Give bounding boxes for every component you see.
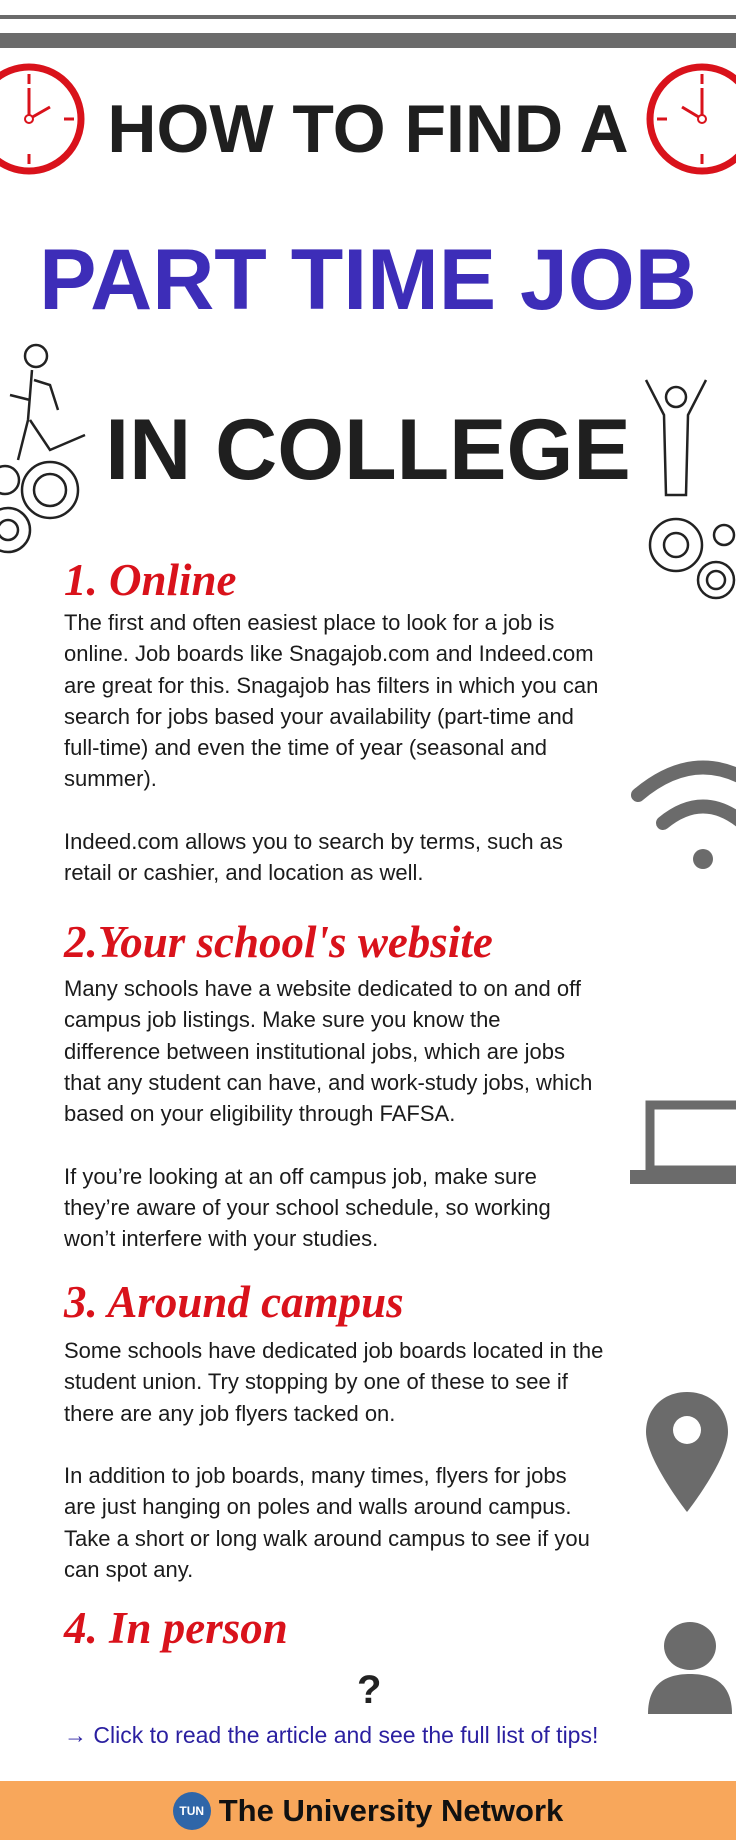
top-divider-thin [0, 15, 736, 19]
body-line [64, 1129, 592, 1160]
body-line: there are any job flyers tacked on. [64, 1400, 396, 1426]
body-line: online. Job boards like Snagajob.com and Indeed.com [64, 641, 594, 667]
location-pin-icon [644, 1390, 730, 1514]
body-line: they’re aware of your school schedule, so working [64, 1195, 551, 1221]
section-body-school-website [64, 973, 592, 1255]
read-article-link[interactable]: → Click to read the article and see the full list of tips! [64, 1722, 599, 1748]
section-body-online [64, 607, 598, 889]
title-line-2: PART TIME JOB [39, 232, 697, 328]
title-line-1: HOW TO FIND A [107, 91, 629, 167]
body-line: If you’re looking at an off campus job, make sure [64, 1163, 537, 1189]
body-line: The first and often easiest place to look for a job is [64, 610, 555, 635]
brand-name: The University Network [218, 1792, 564, 1828]
question-mark: ? [357, 1668, 382, 1712]
body-line: In addition to job boards, many times, flyers for jobs [64, 1463, 567, 1489]
section-heading-around-campus: 3. Around campus [64, 1277, 404, 1327]
runner-on-gears-icon [0, 340, 100, 560]
top-divider-thick [0, 33, 736, 48]
cheering-person-gears-icon [636, 375, 736, 645]
body-line: won’t interfere with your studies. [64, 1226, 379, 1252]
person-icon [648, 1622, 732, 1714]
footer-banner [0, 1781, 736, 1840]
section-heading-school-website: 2.Your school's website [64, 917, 493, 967]
body-line: full-time) and even the time of year (seasonal and [64, 735, 548, 761]
body-line: are great for this. Snagajob has filters in which you can [64, 672, 599, 698]
section-body-around-campus [64, 1335, 603, 1585]
body-line: summer). [64, 766, 157, 792]
title-line-3: IN COLLEGE [105, 402, 631, 498]
body-line: retail or cashier, and location as well. [64, 860, 424, 886]
section-heading-online: 1. Online [64, 555, 237, 605]
body-line: that any student can have, and work-study jobs, which [64, 1069, 593, 1095]
body-line: Indeed.com allows you to search by terms, such as [64, 829, 563, 855]
body-line: difference between institutional jobs, which are jobs [64, 1038, 566, 1064]
body-line: Many schools have a website dedicated to on and off [64, 976, 581, 1001]
tun-logo: TUN [173, 1792, 211, 1830]
laptop-icon [630, 1100, 736, 1190]
section-heading-in-person: 4. In person [64, 1603, 288, 1653]
body-line: are just hanging on poles and walls around campus. [64, 1494, 572, 1520]
body-line: based on your eligibility through FAFSA. [64, 1101, 456, 1127]
body-line: Take a short or long walk around campus to see if you [64, 1525, 590, 1551]
wifi-icon [628, 755, 736, 873]
body-line: student union. Try stopping by one of these to see if [64, 1369, 568, 1395]
body-line [64, 1429, 603, 1460]
body-line: Some schools have dedicated job boards located in the [64, 1338, 604, 1363]
body-line: can spot any. [64, 1557, 194, 1583]
body-line: campus job listings. Make sure you know the [64, 1007, 501, 1033]
body-line: search for jobs based your availability (part-time and [64, 703, 574, 729]
body-line [64, 795, 598, 826]
